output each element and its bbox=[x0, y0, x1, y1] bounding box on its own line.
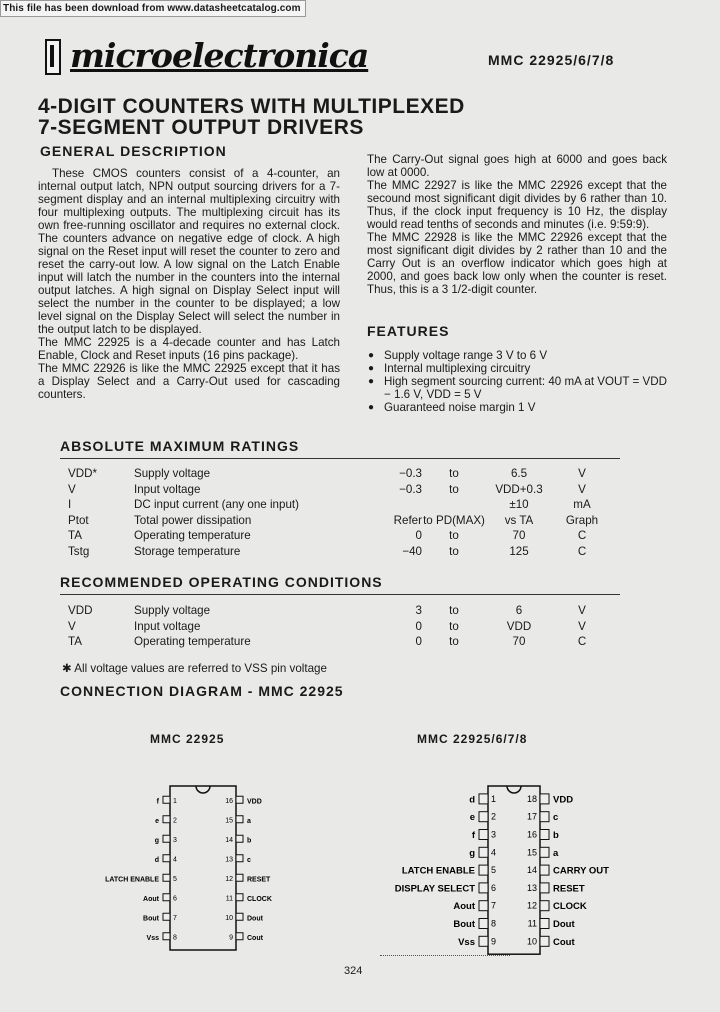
pin-label-right: RESET bbox=[247, 876, 271, 884]
voltage-footnote: ✱ All voltage values are referred to VSS pin voltage bbox=[62, 662, 327, 675]
general-description-heading: GENERAL DESCRIPTION bbox=[40, 143, 227, 159]
pin-number: 1 bbox=[491, 793, 497, 804]
pin-1 bbox=[479, 794, 488, 804]
spec-sep: to bbox=[449, 619, 459, 633]
rec-op-table bbox=[68, 603, 612, 650]
pin-label-left: DISPLAY SELECT bbox=[394, 883, 475, 895]
pin-number: 9 bbox=[229, 934, 233, 942]
spec-row bbox=[68, 634, 612, 650]
pin-5 bbox=[163, 874, 170, 881]
spec-sep: to bbox=[449, 482, 459, 496]
pin-label-left: f bbox=[471, 830, 475, 841]
spec-parameter: Supply voltage bbox=[134, 604, 211, 618]
pin-label-right: b bbox=[247, 837, 252, 845]
pin-label-left: e bbox=[469, 812, 475, 824]
pin-number: 6 bbox=[491, 882, 497, 893]
spec-parameter: Supply voltage bbox=[134, 467, 211, 481]
pin-8 bbox=[479, 919, 488, 929]
pin-number: 6 bbox=[173, 895, 177, 903]
pin-label-right: VDD bbox=[553, 794, 574, 806]
doc-title-line2: 7-SEGMENT OUTPUT DRIVERS bbox=[38, 116, 364, 139]
spec-sep: to bbox=[449, 529, 459, 543]
general-para-1: These CMOS counters consist of a 4-counter, an internal output latch, NPN output sourcing drivers for a 7-segment display and an internal multiplexing circuitry with four multiplexing outputs. The multiplexing circuit has its own free-running oscillator and requires no external clock. The counters advance on negative edge of clock. A high signal on the Reset input will reset the counter to zero and reset the carry-out low. A low signal on the Latch Enable input will latch the number in the counters into the internal output latches. A high signal on Display Select input will select the number in the counter to be displayed; a low level signal on the Display Select will select the number in the output latch to be displayed. bbox=[38, 167, 340, 336]
pin-number: 10 bbox=[225, 914, 233, 922]
rec-op-rule bbox=[60, 594, 620, 595]
pin-number: 3 bbox=[491, 829, 497, 840]
pin-4 bbox=[479, 847, 488, 857]
pin-4 bbox=[163, 855, 170, 862]
general-para-2: The MMC 22925 is a 4-decade counter and has Latch Enable, Clock and Reset inputs (16 pins package). bbox=[38, 336, 340, 362]
rec-op-heading: RECOMMENDED OPERATING CONDITIONS bbox=[60, 574, 383, 590]
pin-label-right: CLOCK bbox=[553, 901, 587, 913]
pin-label-left: Bout bbox=[143, 915, 159, 923]
features-heading: FEATURES bbox=[367, 323, 450, 339]
right-ic-diagram bbox=[370, 780, 640, 955]
pin-label-right: a bbox=[553, 847, 559, 859]
pin-label-right: Dout bbox=[247, 915, 263, 923]
pin-12 bbox=[236, 874, 243, 881]
spec-sep: to bbox=[449, 604, 459, 618]
pin-number: 13 bbox=[526, 882, 537, 893]
pin-10 bbox=[236, 913, 243, 920]
spec-sep: to bbox=[449, 635, 459, 649]
pin-number: 5 bbox=[173, 875, 177, 883]
spec-max: 125 bbox=[509, 544, 529, 558]
pin-number: 4 bbox=[491, 847, 497, 858]
feature-item: ● Supply voltage range 3 V to 6 V bbox=[368, 349, 673, 362]
spec-row bbox=[68, 544, 612, 560]
ic-body bbox=[170, 786, 236, 950]
spec-max: 6.5 bbox=[510, 467, 528, 481]
abs-max-heading: ABSOLUTE MAXIMUM RATINGS bbox=[60, 438, 300, 454]
pin-5 bbox=[479, 865, 488, 875]
doc-title-line1: 4-DIGIT COUNTERS WITH MULTIPLEXED bbox=[38, 95, 465, 118]
right-column-text bbox=[367, 153, 667, 296]
pin-label-right: b bbox=[553, 830, 559, 841]
pin-12 bbox=[540, 901, 549, 911]
pin-15 bbox=[236, 816, 243, 823]
spec-unit: C bbox=[577, 544, 587, 558]
spec-parameter: Operating temperature bbox=[134, 635, 251, 649]
feature-item: ● Internal multiplexing circuitry bbox=[368, 362, 673, 375]
spec-sep bbox=[422, 497, 486, 513]
spec-symbol: V bbox=[68, 482, 76, 496]
spec-row bbox=[68, 513, 612, 529]
pin-label-right: RESET bbox=[553, 883, 585, 895]
carry-out-para: The Carry-Out signal goes high at 6000 and goes back low at 0000. bbox=[367, 153, 667, 179]
pin-7 bbox=[479, 901, 488, 911]
spec-max: vs TA bbox=[504, 513, 534, 527]
pin-9 bbox=[236, 933, 243, 940]
spec-unit: C bbox=[577, 635, 587, 649]
pin-number: 13 bbox=[225, 856, 233, 864]
spec-unit: V bbox=[578, 467, 586, 481]
spec-parameter: Input voltage bbox=[134, 482, 201, 496]
connection-heading: CONNECTION DIAGRAM - MMC 22925 bbox=[60, 683, 344, 699]
mmc22928-para: The MMC 22928 is like the MMC 22926 except that the most significant digit divides by 2 rather than 10 and the Carry Out is an overflow indicator which goes high at 2000, and goes back low only when the counter is reset. Thus, this is a 3 1/2-digit counter. bbox=[367, 231, 667, 296]
left-diagram-title: MMC 22925 bbox=[150, 732, 225, 746]
mmc22927-para: The MMC 22927 is like the MMC 22926 except that the secound most significant digit divides by 6 rather than 10. Thus, if the clock input frequency is 10 Hz, the display would read tenths of seconds and minutes (i.e. 9:59:9). bbox=[367, 179, 667, 231]
pin-label-left: d bbox=[469, 794, 475, 806]
spec-min: −40 bbox=[402, 544, 422, 558]
spec-parameter: Operating temperature bbox=[134, 529, 251, 543]
pin-number: 8 bbox=[173, 934, 177, 942]
spec-row bbox=[68, 482, 612, 498]
pin-label-left: LATCH ENABLE bbox=[105, 876, 159, 884]
feature-item: ● High segment sourcing current: 40 mA at VOUT = VDD − 1.6 V, VDD = 5 V bbox=[368, 375, 673, 401]
spec-min: 0 bbox=[415, 635, 422, 649]
spec-min: 0 bbox=[415, 619, 422, 633]
ic-notch bbox=[196, 786, 210, 793]
pin-label-left: f bbox=[156, 798, 159, 806]
pin-number: 11 bbox=[225, 895, 233, 903]
spec-min: −0.3 bbox=[399, 482, 422, 496]
pin-13 bbox=[236, 855, 243, 862]
pin-16 bbox=[540, 830, 549, 840]
spec-max: 70 bbox=[512, 529, 526, 543]
features-list bbox=[368, 349, 673, 414]
pin-number: 9 bbox=[491, 936, 497, 947]
spec-row bbox=[68, 466, 612, 482]
spec-parameter: Input voltage bbox=[134, 619, 201, 633]
pin-11 bbox=[540, 919, 549, 929]
pin-number: 2 bbox=[491, 811, 497, 822]
pin-13 bbox=[540, 883, 549, 893]
pin-3 bbox=[479, 830, 488, 840]
pin-15 bbox=[540, 847, 549, 857]
right-diagram-title: MMC 22925/6/7/8 bbox=[417, 732, 528, 746]
pin-1 bbox=[163, 796, 170, 803]
pin-label-left: Bout bbox=[453, 919, 475, 930]
spec-symbol: VDD bbox=[68, 604, 93, 618]
spec-symbol: Tstg bbox=[68, 544, 90, 558]
spec-symbol: V bbox=[68, 619, 76, 633]
pin-number: 17 bbox=[526, 811, 537, 822]
pin-label-left: e bbox=[155, 817, 159, 825]
pin-6 bbox=[479, 883, 488, 893]
pin-number: 15 bbox=[225, 817, 233, 825]
company-logo: microelectronica bbox=[70, 36, 369, 75]
pin-number: 11 bbox=[527, 918, 537, 929]
spec-symbol: TA bbox=[68, 635, 82, 649]
pin-number: 16 bbox=[526, 829, 537, 840]
pin-label-left: d bbox=[154, 856, 159, 864]
feature-item: ● Guaranteed noise margin 1 V bbox=[368, 401, 673, 414]
pin-label-left: LATCH ENABLE bbox=[401, 865, 475, 877]
pin-number: 15 bbox=[526, 847, 537, 858]
pin-label-left: g bbox=[469, 847, 475, 859]
spec-unit: mA bbox=[573, 498, 591, 512]
pin-label-left: Vss bbox=[458, 936, 475, 948]
pin-label-right: VDD bbox=[247, 798, 262, 806]
general-description-column bbox=[38, 167, 340, 401]
abs-max-rule bbox=[60, 458, 620, 459]
pin-label-left: Aout bbox=[453, 901, 475, 913]
spec-sep: to PD(MAX) bbox=[423, 513, 485, 527]
abs-max-table bbox=[68, 466, 612, 559]
spec-sep: to bbox=[449, 467, 459, 481]
pin-11 bbox=[236, 894, 243, 901]
page-number: 324 bbox=[344, 965, 363, 977]
spec-unit: V bbox=[578, 619, 586, 633]
spec-row bbox=[68, 497, 612, 513]
spec-max: VDD+0.3 bbox=[495, 482, 543, 496]
left-ic-diagram bbox=[80, 780, 310, 955]
pin-2 bbox=[479, 812, 488, 822]
spec-row bbox=[68, 619, 612, 635]
pin-number: 10 bbox=[526, 936, 537, 947]
part-numbers: MMC 22925/6/7/8 bbox=[488, 52, 615, 68]
spec-min: 0 bbox=[415, 529, 422, 543]
pin-label-right: Dout bbox=[553, 919, 575, 930]
spec-min: −0.3 bbox=[399, 467, 422, 481]
spec-min: 3 bbox=[415, 604, 422, 618]
pin-number: 5 bbox=[491, 865, 497, 876]
pin-label-left: Vss bbox=[146, 934, 159, 942]
pin-number: 14 bbox=[225, 836, 233, 844]
spec-max: ±10 bbox=[509, 498, 529, 512]
pin-6 bbox=[163, 894, 170, 901]
spec-symbol: I bbox=[68, 498, 72, 512]
download-banner: This file has been download from www.datasheetcatalog.com bbox=[0, 0, 306, 17]
spec-min bbox=[334, 497, 422, 513]
pin-label-right: Cout bbox=[247, 934, 263, 942]
spec-unit: V bbox=[578, 604, 586, 618]
pin-number: 12 bbox=[526, 900, 537, 911]
pin-number: 16 bbox=[225, 797, 233, 805]
pin-label-left: g bbox=[154, 837, 159, 845]
pin-18 bbox=[540, 794, 549, 804]
pin-14 bbox=[540, 865, 549, 875]
pin-number: 2 bbox=[173, 817, 177, 825]
pin-2 bbox=[163, 816, 170, 823]
pin-9 bbox=[479, 936, 488, 946]
spec-unit: Graph bbox=[565, 513, 599, 527]
pin-label-right: CLOCK bbox=[247, 895, 272, 903]
pin-label-right: a bbox=[247, 817, 251, 825]
spec-symbol: Ptot bbox=[68, 513, 89, 527]
pin-number: 3 bbox=[173, 836, 177, 844]
pin-label-left: Aout bbox=[143, 895, 159, 903]
pin-number: 8 bbox=[491, 918, 497, 929]
spec-symbol: TA bbox=[68, 529, 82, 543]
spec-sep: to bbox=[449, 544, 459, 558]
logo-mark bbox=[45, 39, 61, 75]
pin-number: 7 bbox=[491, 900, 497, 911]
pin-number: 18 bbox=[526, 793, 537, 804]
pin-14 bbox=[236, 835, 243, 842]
pin-3 bbox=[163, 835, 170, 842]
pin-16 bbox=[236, 796, 243, 803]
spec-parameter: Storage temperature bbox=[134, 544, 241, 558]
pin-label-right: Cout bbox=[553, 936, 575, 948]
spec-symbol: VDD* bbox=[68, 467, 97, 481]
spec-row bbox=[68, 603, 612, 619]
spec-max: 6 bbox=[515, 604, 523, 618]
ic-notch bbox=[507, 786, 521, 793]
pin-label-right: c bbox=[247, 856, 251, 864]
spec-max: 70 bbox=[512, 635, 526, 649]
pin-7 bbox=[163, 913, 170, 920]
pin-10 bbox=[540, 936, 549, 946]
pin-label-right: CARRY OUT bbox=[553, 865, 609, 877]
general-para-3: The MMC 22926 is like the MMC 22925 except that it has a Display Select and a Carry-Out used for cascading counters. bbox=[38, 362, 340, 401]
spec-unit: C bbox=[577, 529, 587, 543]
pin-8 bbox=[163, 933, 170, 940]
spec-max: VDD bbox=[506, 619, 532, 633]
spec-row bbox=[68, 528, 612, 544]
spec-parameter: DC input current (any one input) bbox=[134, 498, 299, 512]
pin-number: 4 bbox=[173, 856, 177, 864]
pin-number: 1 bbox=[173, 797, 177, 805]
spec-min: Refer bbox=[393, 513, 422, 527]
pin-number: 7 bbox=[173, 914, 177, 922]
footer-divider bbox=[380, 955, 510, 956]
pin-label-right: c bbox=[553, 812, 559, 824]
pin-17 bbox=[540, 812, 549, 822]
spec-unit: V bbox=[578, 482, 586, 496]
spec-parameter: Total power dissipation bbox=[134, 513, 252, 527]
pin-number: 14 bbox=[526, 865, 537, 876]
pin-number: 12 bbox=[225, 875, 233, 883]
